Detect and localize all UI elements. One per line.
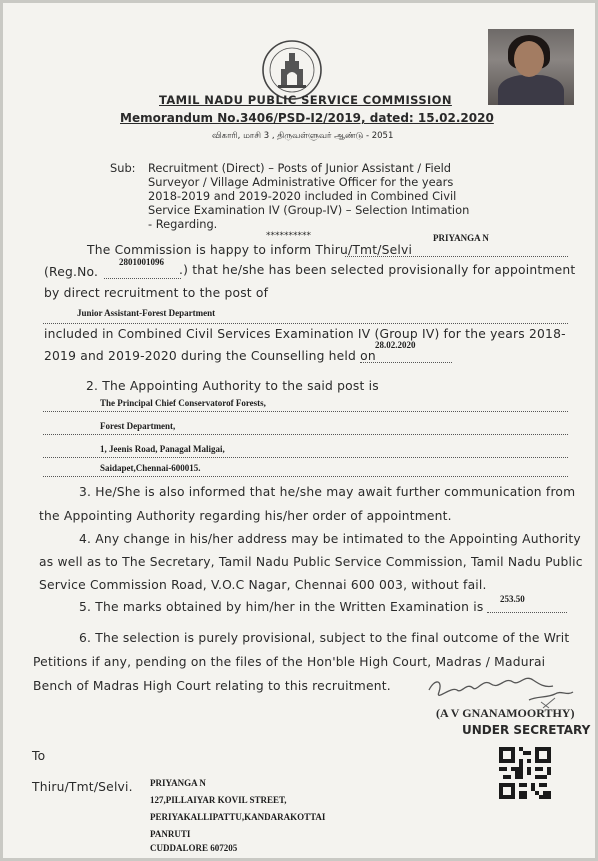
para6-line3: Bench of Madras High Court relating to this recruitment.	[33, 679, 391, 693]
subject-label: Sub:	[110, 161, 136, 175]
handwritten-signature	[421, 668, 581, 710]
memorandum-number: Memorandum No.3406/PSD-I2/2019, dated: 15.02.2020	[120, 111, 494, 125]
written-exam-marks: 253.50	[500, 594, 525, 604]
reg-prefix: (Reg.No.	[44, 265, 99, 279]
address-line-4: PANRUTI	[150, 829, 191, 839]
para1-line3: by direct recruitment to the post of	[44, 286, 269, 300]
to-label: To	[32, 749, 46, 763]
memorandum-page	[3, 3, 595, 858]
tamil-nadu-emblem-icon	[261, 39, 323, 101]
para5-text: 5. The marks obtained by him/her in the Written Examination is	[79, 600, 484, 614]
para6-line2: Petitions if any, pending on the files of the Hon'ble High Court, Madras / Madurai	[33, 655, 546, 669]
signatory-designation: UNDER SECRETARY	[462, 723, 591, 737]
candidate-photo	[488, 29, 574, 105]
organization-title: TAMIL NADU PUBLIC SERVICE COMMISSION	[159, 93, 452, 107]
authority-line-1: The Principal Chief Conservatorof Forests,	[100, 398, 266, 408]
address-line-2: 127,PILLAIYAR KOVIL STREET,	[150, 795, 287, 805]
separator: **********	[266, 231, 311, 241]
authority-line-3: 1, Jeenis Road, Panagal Maligai,	[100, 444, 225, 454]
subject-line-4: Service Examination IV (Group-IV) – Selection Intimation	[148, 203, 470, 217]
qr-code-icon	[499, 747, 551, 799]
para4-line1: 4. Any change in his/her address may be intimated to the Appointing Authority	[79, 532, 581, 546]
subject-line-2: Surveyor / Village Administrative Officer for the years	[148, 175, 454, 189]
para4-line3: Service Commission Road, V.O.C Nagar, Chennai 600 003, without fail.	[39, 578, 487, 592]
para4-line2: as well as to The Secretary, Tamil Nadu Public Service Commission, Tamil Nadu Public	[39, 555, 583, 569]
signatory-name: (A V GNANAMOORTHY)	[436, 706, 575, 720]
addressee-salutation: Thiru/Tmt/Selvi.	[32, 780, 133, 794]
tamil-date: விகாரி, மாசி 3 , திருவள்ளுவர் ஆண்டு - 2051	[212, 131, 394, 141]
para1-line6: 2019 and 2019-2020 during the Counselling held on	[44, 349, 376, 363]
subject-line-5: - Regarding.	[148, 217, 218, 231]
authority-line-4: Saidapet,Chennai-600015.	[100, 463, 201, 473]
para1-intro: The Commission is happy to inform Thiru/Tmt/Selvi	[87, 243, 413, 257]
para1-line5: included in Combined Civil Services Examination IV (Group IV) for the years 2018-	[44, 327, 566, 341]
para2-text: 2. The Appointing Authority to the said post is	[86, 379, 379, 393]
address-line-5: CUDDALORE 607205	[150, 843, 238, 853]
counselling-date: 28.02.2020	[375, 340, 416, 350]
subject-line-3: 2018-2019 and 2019-2020 included in Combined Civil	[148, 189, 457, 203]
para3-line1: 3. He/She is also informed that he/she may await further communication from	[79, 485, 576, 499]
subject-line-1: Recruitment (Direct) – Posts of Junior Assistant / Field	[148, 161, 452, 175]
address-line-1: PRIYANGA N	[150, 778, 206, 788]
post-name: Junior Assistant-Forest Department	[77, 308, 216, 318]
address-line-3: PERIYAKALLIPATTU,KANDARAKOTTAI	[150, 812, 326, 822]
reg-suffix: .) that he/she has been selected provisionally for appointment	[179, 263, 576, 277]
para3-line2: the Appointing Authority regarding his/her order of appointment.	[39, 509, 452, 523]
candidate-name: PRIYANGA N	[433, 233, 489, 243]
para6-line1: 6. The selection is purely provisional, subject to the final outcome of the Writ	[79, 631, 570, 645]
authority-line-2: Forest Department,	[100, 421, 176, 431]
reg-number: 2801001096	[119, 257, 164, 267]
